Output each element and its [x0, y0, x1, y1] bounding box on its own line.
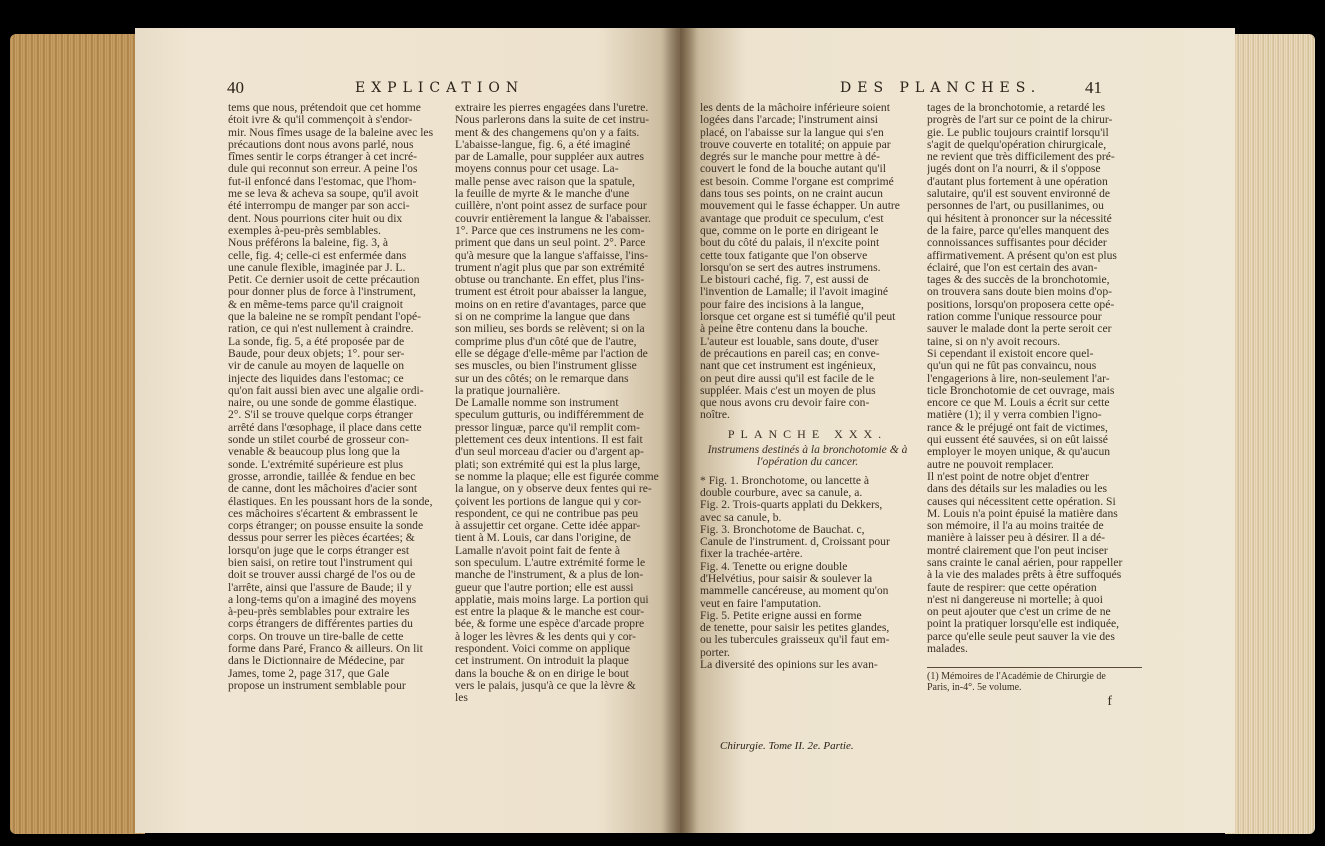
text-line: Nous préférons la baleine, fig. 3, à: [228, 237, 389, 250]
text-line: employer le moyen unique, & qu'aucun: [927, 446, 1111, 459]
signature-line: Chirurgie. Tome II. 2e. Partie.: [720, 740, 854, 752]
text-line: corps étranger; on pousse ensuite la sonde: [228, 520, 424, 533]
text-line: qui hésitent à prononcer sur la nécessité: [927, 212, 1112, 225]
text-line: obtuse ou tranchante. En effet, plus l'ins-: [455, 274, 645, 287]
text-line: exemples à-peu-près semblables.: [228, 224, 381, 237]
text-line: d'un seul morceau d'acier ou d'argent ap-: [455, 446, 644, 459]
text-line: Il n'est point de notre objet d'entrer: [927, 470, 1089, 483]
text-line: gie. Le public toujours craintif lorsqu'il: [927, 126, 1109, 139]
text-line: par de Lamalle, pour suppléer aux autres: [455, 151, 644, 164]
text-line: Le bistouri caché, fig. 7, est aussi de: [700, 274, 869, 287]
text-line: cet instrument. On introduit la plaque: [455, 655, 629, 668]
text-line: n'est ni dangereuse ni mortelle; à quoi: [927, 593, 1103, 606]
text-line: étoit ivre & qu'il commençoit à s'endor-: [228, 114, 413, 127]
text-line: propose un instrument semblable pour: [228, 679, 406, 692]
text-line: doit se trouver aussi chargé de l'os ou de: [228, 569, 416, 582]
text-line: placé, on l'abaisse sur la langue qui s'en: [700, 126, 884, 139]
text-line: on trouvera sans doute bien moins d'op-: [927, 286, 1112, 299]
text-line: arrêté dans l'œsophage, il place dans cette: [228, 421, 422, 434]
text-line: jugés dont on l'a nourri, & il s'oppose: [927, 163, 1101, 176]
text-line: que nous avons cru devoir faire con-: [700, 397, 870, 410]
text-line: est besoin. Comme l'organe est comprimé: [700, 175, 894, 188]
text-line: pour faire des incisions à la langue,: [700, 298, 864, 311]
subtitle-line: l'opération du cancer.: [756, 456, 859, 469]
text-line: que, comme on le porte en dirigeant le: [700, 224, 879, 237]
text-line: autre ne pouvoit remplacer.: [927, 458, 1054, 471]
footnote-line: Paris, in-4°. 5e volume.: [927, 682, 1022, 694]
text-line: ne revient que très difficilement des pré-: [927, 151, 1115, 164]
text-line: montré clairement que l'on peut inciser: [927, 544, 1108, 557]
text-line: tient à M. Louis, car dans l'origine, de: [455, 532, 631, 545]
text-line: sur un des côtés; on le remarque dans: [455, 372, 629, 385]
text-line: dans la bouche & on en dirige le bout: [455, 667, 629, 680]
text-line: lorsqu'on juge que le corps étranger est: [228, 544, 410, 557]
text-line: Lamalle n'avoit point fait de fente à: [455, 544, 620, 557]
text-line: qu'un qui ne fût pas convaincu, nous: [927, 360, 1097, 373]
text-line: bien saisi, on retire tout l'instrument qui: [228, 556, 413, 569]
sheet-mark: f: [1107, 694, 1112, 710]
text-line: s'agit de quelqu'opération chirurgicale,: [927, 138, 1107, 151]
open-book: [10, 18, 1315, 840]
text-line: a long-tems qu'on a imaginé des moyens: [228, 593, 417, 606]
text-line: respondent. Voici comme on applique: [455, 643, 631, 656]
text-line: positions, lorsqu'on proposera cette opé-: [927, 298, 1115, 311]
text-line: est entre la plaque & le manche est cour-: [455, 606, 645, 619]
text-line: d'autant plus fortement à une opération: [927, 175, 1108, 188]
text-line: tages & des succès de la bronchotomie,: [927, 274, 1110, 287]
text-line: se nomme la plaque; elle est figurée comme: [455, 470, 659, 483]
text-line: suppléer. Mais c'est un moyen de plus: [700, 384, 876, 397]
text-line: forme dans Paré, Franco & ailleurs. On lit: [228, 643, 423, 656]
text-line: Si cependant il existoit encore quel-: [927, 347, 1094, 360]
text-line: de précautions en pareil cas; en conve-: [700, 347, 880, 360]
text-line: noître.: [700, 409, 730, 422]
text-line: les dents de la mâchoire inférieure soient: [700, 102, 890, 114]
text-line: salutaire, qu'il est souvent environné de: [927, 188, 1111, 201]
running-header-left: EXPLICATION: [355, 80, 525, 96]
text-line: qu'on fait aussi bien avec une algalie ordi-: [228, 384, 424, 397]
text-line: Canule de l'instrument. d, Croissant pour: [700, 536, 890, 549]
text-line: personnes de l'art, ou pusillanimes, ou: [927, 200, 1104, 213]
text-line: avantage que produit ce speculum, c'est: [700, 212, 884, 225]
right-page-edges: [1225, 34, 1315, 834]
text-line: moins on en retire d'avantages, parce que: [455, 298, 647, 311]
text-line: ces mâchoires s'écartent & embrassent le: [228, 507, 418, 520]
text-line: dans le Dictionnaire de Médecine, par: [228, 655, 405, 668]
text-line: Fig. 5. Petite erigne aussi en forme: [700, 609, 862, 622]
text-line: pour donner plus de force à l'instrument,: [228, 286, 416, 299]
text-line: que la baleine ne se rompît pendant l'opé-: [228, 311, 421, 324]
text-line: Baude, pour deux objets; 1°. pour ser-: [228, 347, 405, 360]
subtitle-line: Instrumens destinés à la bronchotomie & à: [707, 444, 908, 457]
text-line: l'arrête, ainsi que l'assure de Baude; il y: [228, 581, 412, 594]
text-line: rance & le préjugé ont fait de victimes,: [927, 421, 1108, 434]
text-line: & en même-tems parce qu'il craignoit: [228, 298, 403, 311]
text-line: couvert le fond de la bouche autant qu'il: [700, 163, 886, 176]
text-line: si on ne comprime la langue que dans: [455, 311, 630, 324]
text-line: ment & des changemens qu'on y a faits.: [455, 126, 640, 139]
text-line: dule qui reconnut son erreur. A peine l'os: [228, 163, 418, 176]
text-line: venable & beaucoup plus long que la: [228, 446, 400, 459]
text-line: à loger les lèvres & les dents qui y cor-: [455, 630, 637, 643]
footnote-rule: [927, 667, 1142, 668]
text-line: sonde un stilet courbé de grosseur con-: [228, 434, 409, 447]
text-line: son speculum. L'autre extrémité forme le: [455, 556, 646, 569]
text-line: L'abaisse-langue, fig. 6, a été imaginé: [455, 138, 631, 151]
text-line: nant que cet instrument est ingénieux,: [700, 360, 876, 373]
plate-subtitle: [700, 444, 915, 469]
text-line: matière (1); il y verra combien l'igno-: [927, 409, 1102, 422]
text-line: ticle Bronchotomie de cet ouvrage, mais: [927, 384, 1115, 397]
text-line: d'Helvétius, pour saisir & soulever la: [700, 572, 873, 585]
text-line: précautions dont nous avons parlé, nous: [228, 138, 414, 151]
text-line: mir. Nous fîmes usage de la baleine avec les: [228, 126, 434, 139]
text-line: causes qui nécessitent cette opération. Si: [927, 495, 1116, 508]
text-line: bout du côté du palais, il n'excite point: [700, 237, 880, 250]
gutter-shadow: [660, 28, 700, 833]
text-line: porter.: [700, 646, 730, 659]
text-line: moyens connus pour cet usage. La-: [455, 163, 619, 176]
text-line: tages de la bronchotomie, a retardé les: [927, 102, 1106, 114]
text-line: les: [455, 692, 468, 705]
text-line: veut en faire l'amputation.: [700, 597, 822, 610]
text-line: parce qu'elle seule peut sauver la vie des: [927, 630, 1115, 643]
text-line: pressor linguæ, parce qu'il remplit com-: [455, 421, 640, 434]
text-line: de tenette, pour saisir les petites glandes,: [700, 622, 890, 635]
text-line: priment que dans un seul point. 2°. Parce: [455, 237, 646, 250]
text-line: fixer la trachée-artère.: [700, 548, 803, 561]
text-line: on peut dire aussi qu'il est facile de le: [700, 372, 875, 385]
text-line: La sonde, fig. 5, a été proposée par de: [228, 335, 405, 348]
text-line: malle pense avec raison que la spatule,: [455, 175, 635, 188]
text-line: speculum gutturis, ou indifféremment de: [455, 409, 644, 422]
text-line: à-peu-près semblables pour extraire les: [228, 606, 410, 619]
text-line: dans tous ses points, on ne craint aucun: [700, 188, 883, 201]
text-line: Nous parlerons dans la suite de cet instru-: [455, 114, 650, 127]
text-line: qu'à mesure que la langue s'affaisse, l'ins-: [455, 249, 649, 262]
text-line: celle, fig. 4; celle-ci est enfermée dans: [228, 249, 407, 262]
plate-title: PLANCHE XXX.: [727, 426, 888, 441]
text-line: bée, & forme une espèce d'arcade propre: [455, 618, 645, 631]
text-line: degrés sur le manche pour mettre à dé-: [700, 151, 880, 164]
text-line: ses muscles, ou bien l'instrument glisse: [455, 360, 637, 373]
left-page-edges: [10, 34, 145, 834]
text-line: à assujettir cet organe. Cette idée appar-: [455, 520, 641, 533]
text-line: Fig. 3. Bronchotome de Bauchat. c,: [700, 523, 865, 536]
text-line: vers le palais, jusqu'à ce que la lèvre &: [455, 679, 636, 692]
text-line: 1°. Parce que ces instrumens ne les com-: [455, 224, 645, 237]
text-line: tems que nous, prétendoit que cet homme: [228, 102, 421, 114]
text-line: plati; son extrémité qui est la plus large,: [455, 458, 641, 471]
text-line: comprime plus d'un côté que de l'autre,: [455, 335, 637, 348]
text-line: avec sa canule, b.: [700, 511, 782, 524]
right-column-1: [700, 102, 915, 671]
text-line: mammelle cancéreuse, au moment qu'on: [700, 585, 889, 598]
text-line: à peine être contenu dans la bouche.: [700, 323, 868, 336]
text-line: 2°. S'il se trouve quelque corps étranger: [228, 409, 413, 422]
text-line: la pratique journalière.: [455, 384, 561, 397]
text-line: encore ce que M. Louis a écrit sur cette: [927, 397, 1110, 410]
text-line: sans crainte le canal aérien, pour rappeller: [927, 556, 1123, 569]
text-line: fîmes sentir le corps étranger à cet incré-: [228, 151, 417, 164]
text-line: applatie, mais moins large. La portion qui: [455, 593, 649, 606]
text-line: trouve couverte en totalité; on appuie par: [700, 138, 891, 151]
text-line: on peut ajouter que c'est un crime de ne: [927, 606, 1111, 619]
text-line: la feuille de myrte & le manche d'une: [455, 188, 630, 201]
text-line: me se leva & acheva sa soupe, qu'il avoit: [228, 188, 419, 201]
text-line: elle se dégage d'elle-même par l'action de: [455, 347, 648, 360]
page-number-left: 40: [227, 78, 244, 97]
page-number-right: 41: [1085, 78, 1102, 97]
text-line: l'invention de Lamalle; il l'avoit imaginé: [700, 286, 889, 299]
text-line: injecte des liquides dans l'estomac; ce: [228, 372, 404, 385]
text-line: cuillère, n'ont point assez de surface pour: [455, 200, 647, 213]
text-line: de canne, dont les mâchoires d'acier sont: [228, 483, 418, 496]
text-line: son milieu, ses bords se relèvent; si on la: [455, 323, 645, 336]
text-line: naire, ou une sonde de gomme élastique.: [228, 397, 417, 410]
text-line: logées dans l'arcade; l'instrument ainsi: [700, 114, 879, 127]
right-column-2: [927, 102, 1142, 709]
text-line: sonde. L'extrémité supérieure est plus: [228, 458, 403, 471]
text-line: De Lamalle nomme son instrument: [455, 397, 619, 410]
text-line: plettement ces deux intentions. Il est fait: [455, 434, 643, 447]
right-page: [680, 28, 1235, 833]
text-line: extraire les pierres engagées dans l'uretre.: [455, 102, 649, 114]
text-line: respondent, ce qui ne contribue pas peu: [455, 507, 639, 520]
text-line: Fig. 4. Tenette ou erigne double: [700, 560, 848, 573]
text-line: progrès de l'art sur ce point de la chirur-: [927, 114, 1113, 127]
text-line: à la vie des malades prêts à être suffoqués: [927, 569, 1122, 582]
text-line: une canule flexible, imaginée par J. L.: [228, 261, 406, 274]
text-line: lorsque cet organe est si tuméfié qu'il peut: [700, 311, 896, 324]
text-line: trument n'agit plus que par son extrémité: [455, 261, 645, 274]
text-line: son mémoire, il l'a au moins traitée de: [927, 520, 1104, 533]
text-line: ration, ce qui n'est nullement à craindre.: [228, 323, 414, 336]
text-line: l'engagerions à lire, non-seulement l'ar-: [927, 372, 1110, 385]
text-line: dent. Nous pourrions citer huit ou dix: [228, 212, 403, 225]
text-line: manche de l'instrument, & a plus de lon-: [455, 569, 644, 582]
text-line: cette toux fatigante que l'on observe: [700, 249, 868, 262]
left-column-1: [228, 102, 438, 692]
text-line: Petit. Ce dernier usoit de cette précaution: [228, 274, 420, 287]
left-column-2: [455, 102, 667, 705]
text-line: sauver le malade dont la perte seroit cer: [927, 323, 1112, 336]
text-line: ou les tubercules graisseux qu'il faut em-: [700, 634, 890, 647]
text-line: taine, si on n'y avoit recours.: [927, 335, 1061, 348]
text-line: corps. On trouve un tire-balle de cette: [228, 630, 404, 643]
running-header-right: DES PLANCHES.: [840, 80, 1042, 96]
text-line: élastiques. En les poussant hors de la sonde,: [228, 495, 433, 508]
text-line: été interrompu de manger par son acci-: [228, 200, 410, 213]
text-line: éclairé, que l'on est certain des avan-: [927, 261, 1098, 274]
text-line: lorsqu'on se sert des autres instrumens.: [700, 261, 881, 274]
text-line: faute de respirer: que cette opération: [927, 581, 1097, 594]
text-line: mouvement qui le fasse échapper. Un autre: [700, 200, 900, 213]
text-line: Fig. 2. Trois-quarts applati du Dekkers,: [700, 499, 883, 512]
text-line: James, tome 2, page 317, que Gale: [228, 667, 390, 680]
text-line: La diversité des opinions sur les avan-: [700, 659, 878, 672]
text-line: de la faire, parce qu'elles manquent des: [927, 224, 1110, 237]
text-line: * Fig. 1. Bronchotome, ou lancette à: [700, 474, 870, 487]
text-line: la langue, on y observe deux fentes qui re-: [455, 483, 652, 496]
text-line: L'auteur est louable, sans doute, d'user: [700, 335, 879, 348]
text-line: point la pratiquer lorsqu'elle est indiquée,: [927, 618, 1120, 631]
text-line: couvrir entièrement la langue & l'abaisser.: [455, 212, 651, 225]
text-line: ration comme l'unique ressource pour: [927, 311, 1102, 324]
left-page: [135, 28, 680, 833]
text-line: grosse, arrondie, taillée & fendue en bec: [228, 470, 416, 483]
text-line: corps étrangers de différentes parties du: [228, 618, 413, 631]
text-line: vir de canule au moyen de laquelle on: [228, 360, 405, 373]
text-line: çoivent les portions de langue qui y cor-: [455, 495, 642, 508]
footnote-line: (1) Mémoires de l'Académie de Chirurgie de: [927, 671, 1106, 683]
text-line: affirmativement. A présent qu'on est plus: [927, 249, 1117, 262]
text-line: M. Louis n'a point épuisé la matière dans: [927, 507, 1118, 520]
text-line: manière à laisser peu à désirer. Il a dé-: [927, 532, 1106, 545]
text-line: trument est étroit pour abaisser la langue,: [455, 286, 647, 299]
text-line: gueur que l'autre portion; elle est aussi: [455, 581, 634, 594]
text-line: dessus pour serrer les pièces écartées; &: [228, 532, 415, 545]
text-line: fut-il enfoncé dans l'estomac, que l'hom-: [228, 175, 417, 188]
text-line: connoissances suffisantes pour décider: [927, 237, 1107, 250]
text-line: qui eussent été sauvées, si on eût laissé: [927, 434, 1108, 447]
text-line: dans des détails sur les maladies ou les: [927, 483, 1107, 496]
text-line: malades.: [927, 643, 968, 656]
text-line: double courbure, avec sa canule, a.: [700, 486, 863, 499]
